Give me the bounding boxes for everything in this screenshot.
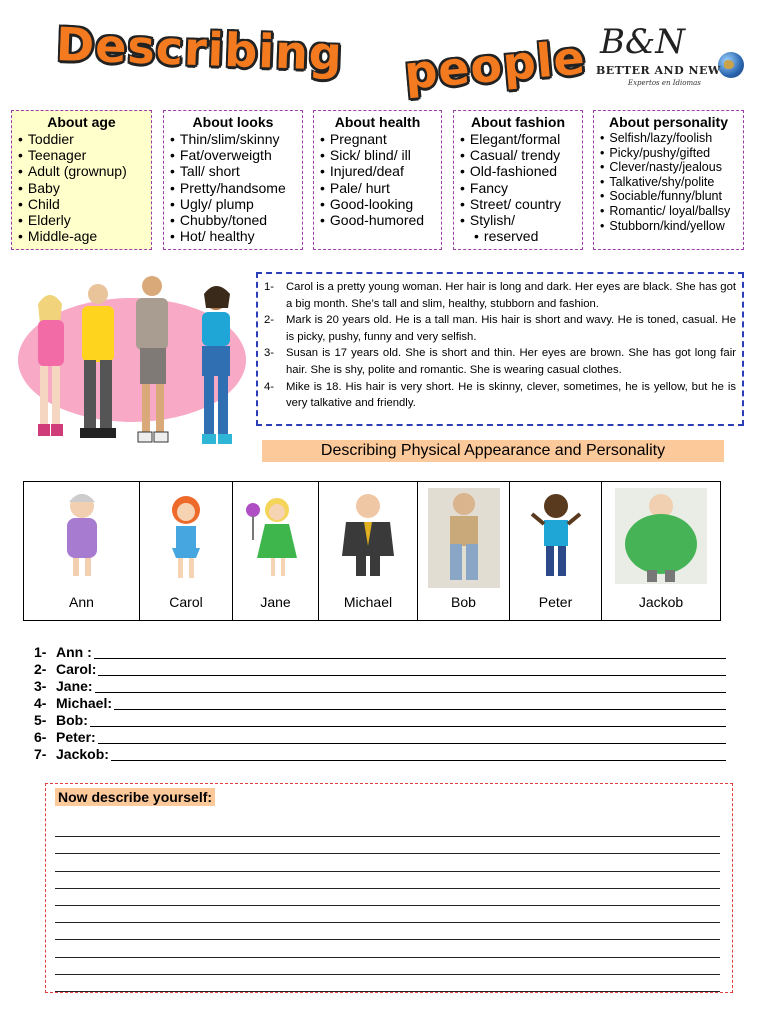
writing-line[interactable] — [55, 820, 720, 837]
logo-brand-name: BETTER AND NEW — [596, 64, 721, 77]
category-item: • Teenager — [18, 147, 145, 163]
globe-icon — [718, 52, 744, 78]
category-item: • Child — [18, 196, 145, 212]
character-name: Bob — [451, 594, 476, 610]
category-item: • Toddier — [18, 131, 145, 147]
describe-yourself-box — [45, 783, 733, 993]
character-cell-jackob — [602, 482, 720, 620]
writing-line[interactable] — [55, 854, 720, 871]
answer-line[interactable] — [114, 696, 726, 710]
answer-line[interactable] — [111, 747, 726, 761]
category-item: • Picky/pushy/gifted — [600, 146, 737, 161]
character-name: Peter — [538, 594, 573, 610]
category-item: • Thin/slim/skinny — [170, 131, 296, 147]
writing-line[interactable] — [55, 906, 720, 923]
answer-label: Carol: — [56, 661, 97, 677]
character-name: Ann — [69, 594, 94, 610]
item-number: 4- — [264, 380, 275, 393]
category-item: • Romantic/ loyal/ballsy — [600, 204, 737, 219]
character-name: Jane — [260, 594, 291, 610]
category-heading: About looks — [192, 114, 274, 130]
answer-number: 5- — [34, 712, 47, 728]
category-item: • Pregnant — [320, 131, 435, 147]
category-heading: About fashion — [470, 114, 566, 130]
character-name: Michael — [343, 594, 393, 610]
answer-label: Jackob: — [56, 746, 109, 762]
section-banner: Describing Physical Appearance and Personality — [262, 440, 724, 462]
girl-figure — [38, 295, 64, 436]
answer-row — [34, 695, 726, 712]
category-item: • Middle-age — [18, 228, 145, 244]
item-text: Mike is 18. His hair is very short. He is skinny, clever, sometimes, he is yellow, but he is very talkative and friendly. — [286, 380, 736, 410]
category-item: • Stylish/ — [460, 212, 576, 228]
category-item: • Injured/deaf — [320, 163, 435, 179]
category-item: • Adult (grownup) — [18, 163, 145, 179]
category-item: • Fancy — [460, 180, 576, 196]
category-item: • Talkative/shy/polite — [600, 175, 737, 190]
category-item: • Old-fashioned — [460, 163, 576, 179]
answer-row — [34, 712, 726, 729]
character-name: Carol — [169, 594, 203, 610]
category-box-health — [313, 110, 442, 250]
category-box-age — [11, 110, 152, 250]
writing-line[interactable] — [55, 872, 720, 889]
item-text: Susan is 17 years old. She is short and thin. Her eyes are brown. She has got long fair hair. She is shy, polite and romantic. She is wearing casual clothes. — [286, 347, 736, 376]
answer-line[interactable] — [94, 645, 726, 659]
category-heading: About health — [334, 114, 421, 130]
category-item: • Sick/ blind/ ill — [320, 147, 435, 163]
category-item: • Fat/overweigth — [170, 147, 296, 163]
category-item: • Clever/nasty/jealous — [600, 160, 737, 175]
boy-cartoon-image — [526, 488, 586, 584]
category-box-looks — [163, 110, 303, 250]
answer-line[interactable] — [98, 662, 726, 676]
category-item: • Street/ country — [460, 196, 576, 212]
character-name: Jackob — [638, 594, 684, 610]
answer-number: 7- — [34, 746, 47, 762]
writing-line[interactable] — [55, 923, 720, 940]
answer-list — [34, 644, 726, 763]
category-item: • Sociable/funny/blunt — [600, 189, 737, 204]
answer-label: Jane: — [56, 678, 93, 694]
page-title-word-2: people — [401, 30, 588, 100]
character-cell-ann — [24, 482, 140, 620]
category-item: • Tall/ short — [170, 163, 296, 179]
character-cell-jane — [233, 482, 319, 620]
category-heading: About personality — [608, 114, 728, 130]
reading-item — [264, 379, 736, 412]
category-item: • Ugly/ plump — [170, 196, 296, 212]
logo-monogram: B&N — [600, 22, 685, 62]
page-title-word-1: Describing — [55, 17, 344, 81]
answer-line[interactable] — [90, 713, 726, 727]
item-number: 1- — [264, 281, 275, 293]
writing-line[interactable] — [55, 975, 720, 992]
logo-tagline: Expertos en Idiomas — [628, 79, 701, 87]
category-box-personality — [593, 110, 744, 250]
reading-item — [264, 279, 736, 312]
reading-item — [264, 345, 736, 378]
answer-row — [34, 746, 726, 763]
answer-row — [34, 729, 726, 746]
old-man-image — [428, 488, 500, 588]
category-item: • Elegant/formal — [460, 131, 576, 147]
answer-row — [34, 678, 726, 695]
category-item: • Good-looking — [320, 196, 435, 212]
answer-label: Ann : — [56, 644, 92, 660]
character-cell-carol — [140, 482, 233, 620]
businessman-image — [328, 488, 408, 584]
girl-lollipop-image — [241, 488, 311, 584]
teenagers-illustration — [16, 268, 252, 474]
writing-lines[interactable] — [55, 820, 720, 992]
item-text: Mark is 20 years old. He is a tall man. His hair is short and wavy. He is toned, casual. He is picky, pushy, funny and very selfish. — [286, 314, 736, 343]
category-item: • reserved — [460, 228, 576, 244]
girl-figure-blue — [202, 286, 232, 444]
category-item: • Elderly — [18, 212, 145, 228]
category-item: • Selfish/lazy/foolish — [600, 131, 737, 146]
category-item: • Good-humored — [320, 212, 435, 228]
girl-cartoon-image — [156, 488, 216, 584]
category-item: • Hot/ healthy — [170, 228, 296, 244]
category-item: • Pretty/handsome — [170, 180, 296, 196]
answer-label: Michael: — [56, 695, 113, 711]
item-number: 2- — [264, 314, 275, 327]
character-cell-peter — [510, 482, 602, 620]
answer-line[interactable] — [98, 730, 726, 744]
character-cell-michael — [319, 482, 418, 620]
category-item: • Chubby/toned — [170, 212, 296, 228]
big-boy-image — [615, 488, 707, 584]
character-table — [23, 481, 721, 621]
category-item: • Pale/ hurt — [320, 180, 435, 196]
reading-item — [264, 312, 736, 345]
writing-line[interactable] — [55, 940, 720, 957]
category-item: • Stubborn/kind/yellow — [600, 219, 737, 234]
answer-label: Peter: — [56, 729, 96, 745]
writing-line[interactable] — [55, 837, 720, 854]
answer-label: Bob: — [56, 712, 88, 728]
answer-row — [34, 661, 726, 678]
answer-number: 2- — [34, 661, 47, 677]
category-item: • Baby — [18, 180, 145, 196]
brand-logo — [592, 22, 752, 102]
writing-line[interactable] — [55, 958, 720, 975]
character-cell-bob — [418, 482, 510, 620]
grandma-image — [47, 488, 117, 584]
category-item: • Casual/ trendy — [460, 147, 576, 163]
answer-number: 6- — [34, 729, 47, 745]
answer-row — [34, 644, 726, 661]
writing-line[interactable] — [55, 889, 720, 906]
item-text: Carol is a pretty young woman. Her hair is long and dark. Her eyes are black. She has got a big month. She’s tall and slim, healthy, stubborn and fashion. — [286, 281, 736, 310]
answer-number: 1- — [34, 644, 47, 660]
answer-number: 4- — [34, 695, 47, 711]
category-box-fashion — [453, 110, 583, 250]
reading-passage-box — [256, 272, 744, 426]
describe-yourself-heading: Now describe yourself: — [55, 788, 215, 806]
answer-number: 3- — [34, 678, 47, 694]
category-heading: About age — [47, 114, 116, 130]
item-number: 3- — [264, 347, 275, 360]
answer-line[interactable] — [95, 679, 726, 693]
